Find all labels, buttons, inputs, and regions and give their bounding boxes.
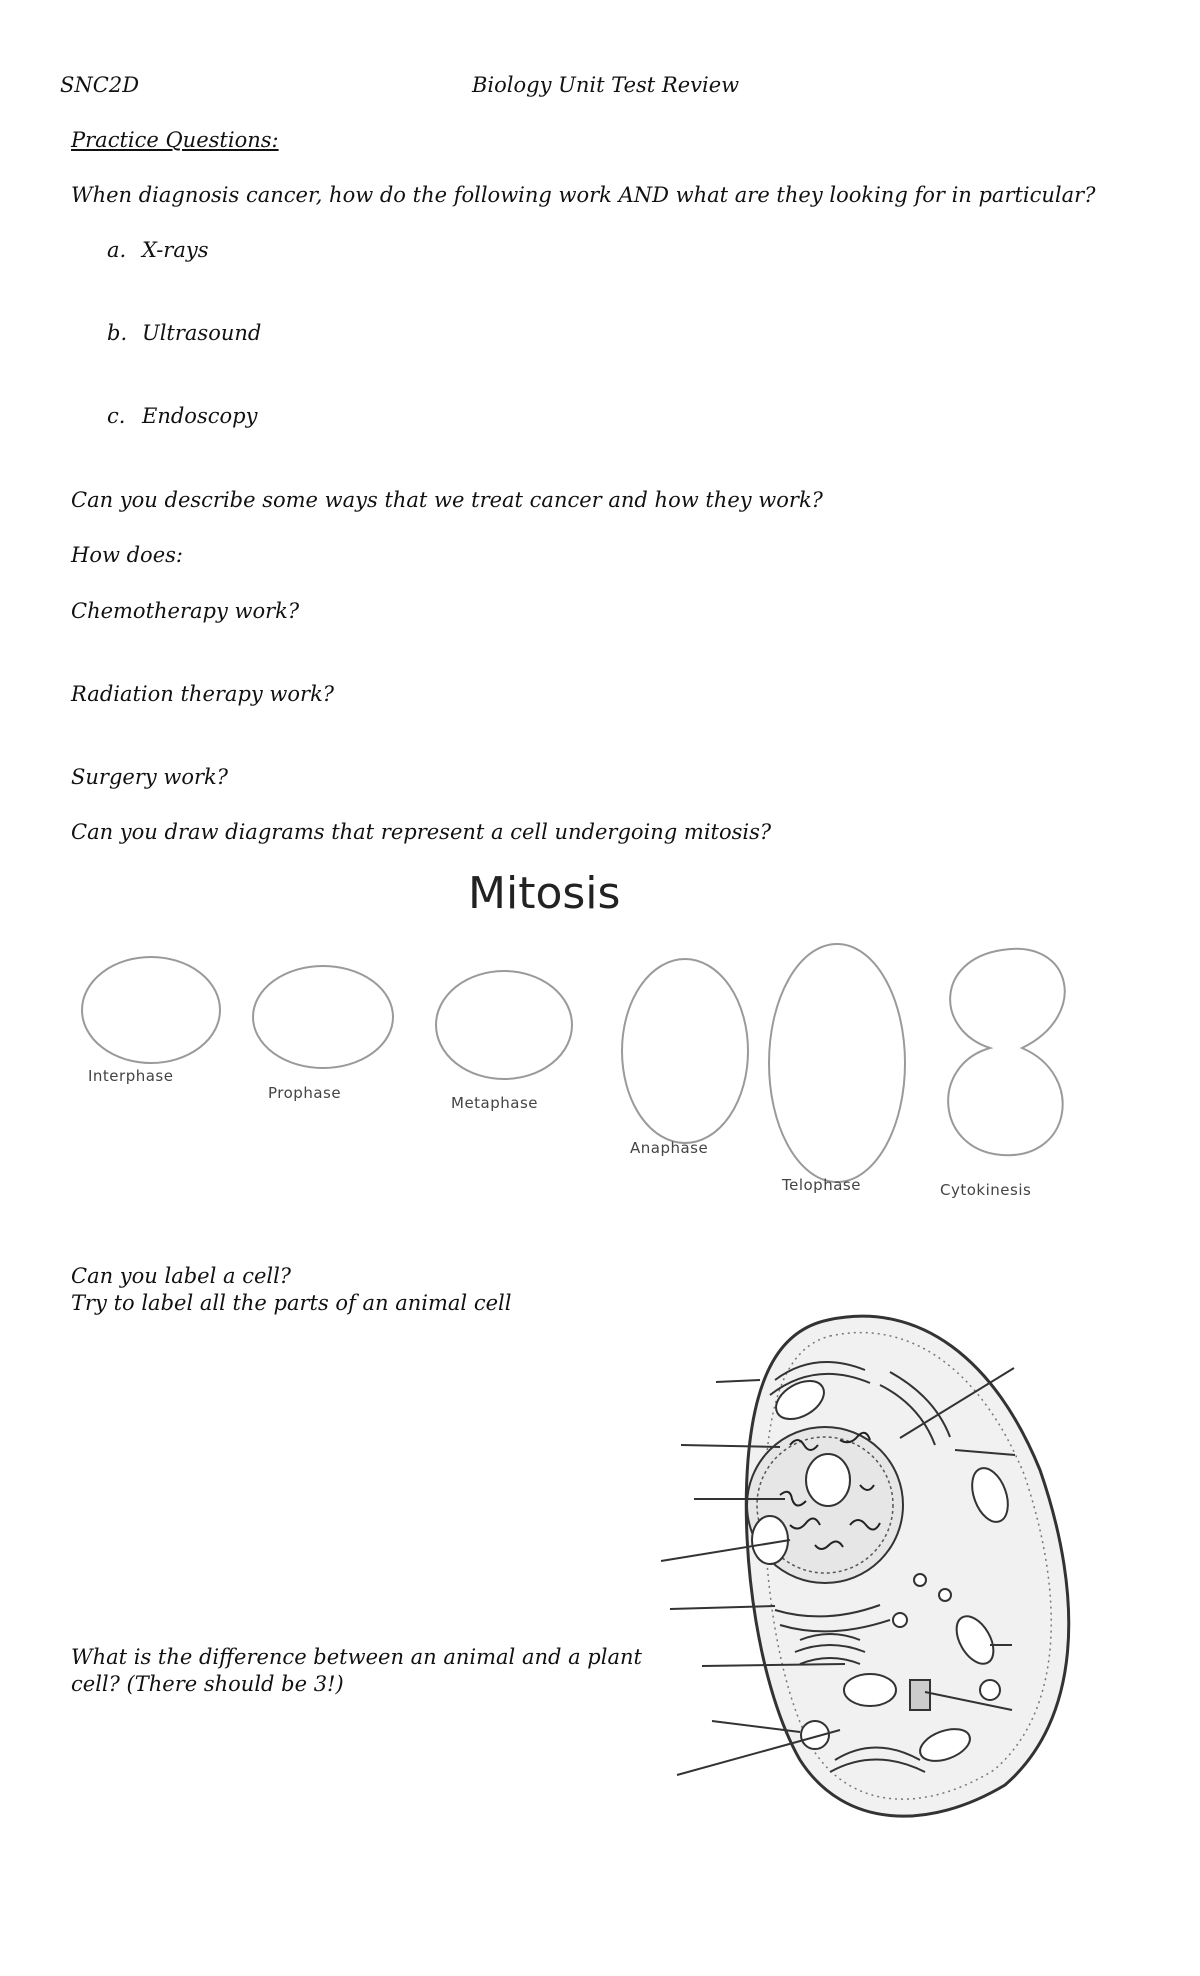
page-title: Biology Unit Test Review [472,73,740,97]
stage-label-cytokinesis: Cytokinesis [940,1181,1032,1199]
list-marker-a: a. [107,238,127,262]
nucleolus [806,1454,850,1506]
stage-label-metaphase: Metaphase [451,1094,539,1112]
how-does-label: How does: [71,543,183,567]
list-item-ultrasound: Ultrasound [142,321,262,345]
radiation-question: Radiation therapy work? [71,682,335,706]
stage-label-anaphase: Anaphase [630,1139,709,1157]
instruction-label-animal-cell: Try to label all the parts of an animal cell [71,1291,512,1315]
list-marker-b: b. [107,321,128,345]
centriole [910,1680,930,1710]
surgery-question: Surgery work? [71,765,229,789]
question-animal-vs-plant-line2: cell? (There should be 3!) [71,1672,344,1696]
animal-cell-diagram [661,1316,1069,1816]
stage-label-prophase: Prophase [268,1084,342,1102]
stage-label-telophase: Telophase [782,1176,861,1194]
section-title: Practice Questions: [71,128,279,152]
anaphase-cell-outline [622,959,748,1143]
cytokinesis-cell-outline [948,949,1065,1155]
telophase-cell-outline [769,944,905,1182]
list-item-endoscopy: Endoscopy [142,404,258,428]
list-marker-c: c. [107,404,126,428]
metaphase-cell-outline [436,971,572,1079]
question-animal-vs-plant-line1: What is the difference between an animal and a plant [71,1645,642,1669]
list-item-xrays: X-rays [142,238,209,262]
question-diagnosis: When diagnosis cancer, how do the following work AND what are they looking for in particular? [71,183,1096,207]
interphase-cell-outline [82,957,220,1063]
mitosis-title: Mitosis [468,868,621,919]
question-treatment: Can you describe some ways that we treat cancer and how they work? [71,488,823,512]
question-mitosis: Can you draw diagrams that represent a cell undergoing mitosis? [71,820,772,844]
stage-label-interphase: Interphase [88,1067,174,1085]
chemotherapy-question: Chemotherapy work? [71,599,300,623]
question-label-cell: Can you label a cell? [71,1264,292,1288]
prophase-cell-outline [253,966,393,1068]
course-code: SNC2D [60,73,140,97]
